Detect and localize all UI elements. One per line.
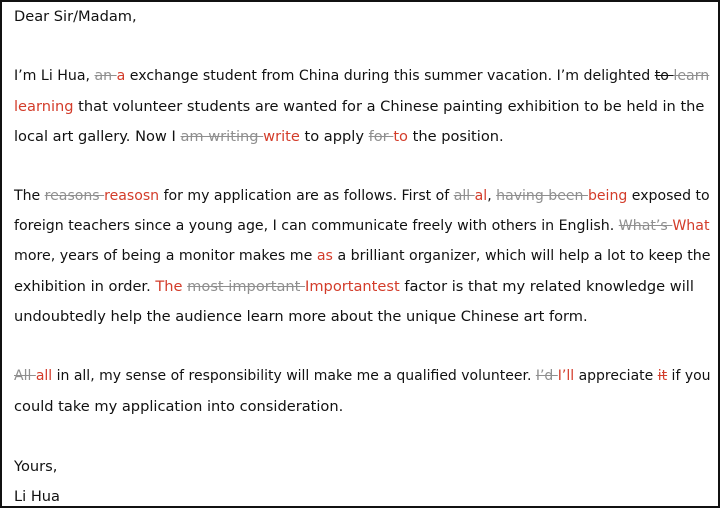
letter-text: local art gallery. Now I [14, 128, 181, 145]
deleted-text: What’s [618, 218, 673, 234]
letter-text: Yours, [14, 458, 58, 475]
letter-text: undoubtedly help the audience learn more about the unique Chinese art form. [14, 308, 588, 325]
letter-line [14, 488, 60, 505]
inserted-text: The [155, 278, 183, 295]
letter-text: to apply [299, 128, 369, 145]
deleted-text: for [368, 128, 394, 145]
inserted-text: al [474, 188, 488, 204]
inserted-text: all [35, 368, 53, 384]
letter-text: appreciate [574, 368, 658, 384]
inserted-text: a [116, 68, 126, 84]
letter-text: a brilliant organizer, which will help a lot to keep the [332, 248, 711, 264]
inserted-text: being [587, 188, 628, 204]
letter-line [14, 248, 711, 264]
deleted-text: most important [187, 278, 306, 295]
inserted-text: as [316, 248, 333, 264]
letter-line [14, 218, 710, 234]
letter-text: more, years of being a monitor makes me [14, 248, 317, 264]
deleted-inserted-text: it [657, 368, 668, 384]
deleted-text: am writing [180, 128, 264, 145]
letter-text: The [14, 188, 45, 204]
deleted-text: to [654, 68, 674, 84]
letter-text: exposed to [627, 188, 710, 204]
letter-text: for my application are as follows. First of [159, 188, 454, 204]
letter-text: foreign teachers since a young age, I can communicate freely with others in English. [14, 218, 619, 234]
letter-text: I’m Li Hua, [14, 68, 95, 84]
letter-line [14, 398, 343, 415]
inserted-text: reasosn [104, 188, 160, 204]
letter-text: the position. [407, 128, 504, 145]
inserted-text: Importantest [305, 278, 400, 295]
letter-text: factor is that my related knowledge will [399, 278, 694, 295]
letter-text: if you [667, 368, 711, 384]
deleted-text: an [94, 68, 117, 84]
letter-line [14, 278, 694, 295]
letter-text: exchange student from China during this summer vacation. I’m delighted [125, 68, 655, 84]
inserted-text: What [672, 218, 710, 234]
inserted-text: learning [14, 98, 74, 115]
letter-text: , [487, 188, 497, 204]
letter-text: Li Hua [14, 488, 60, 505]
letter-line [14, 8, 137, 25]
letter-text: exhibition in order. [14, 278, 156, 295]
letter-text: could take my application into consideration. [14, 398, 344, 415]
letter-line [14, 98, 704, 115]
letter-line [14, 308, 588, 325]
deleted-text: all [453, 188, 475, 204]
deleted-text: learn [673, 68, 710, 84]
letter-text: Dear Sir/Madam, [14, 8, 137, 25]
deleted-text: reasons [44, 188, 105, 204]
deleted-text: All [14, 368, 36, 384]
letter-line [14, 188, 710, 204]
deleted-text: I’d [535, 368, 558, 384]
inserted-text: write [263, 128, 300, 145]
letter-line [14, 68, 709, 84]
letter-text: in all, my sense of responsibility will make me a qualified volunteer. [52, 368, 536, 384]
letter-line [14, 368, 711, 384]
letter-line [14, 128, 504, 145]
deleted-text: having been [496, 188, 588, 204]
letter-text: that volunteer students are wanted for a Chinese painting exhibition to be held in the [73, 98, 705, 115]
inserted-text: I’ll [557, 368, 575, 384]
letter-line [14, 458, 57, 475]
inserted-text: to [393, 128, 408, 145]
